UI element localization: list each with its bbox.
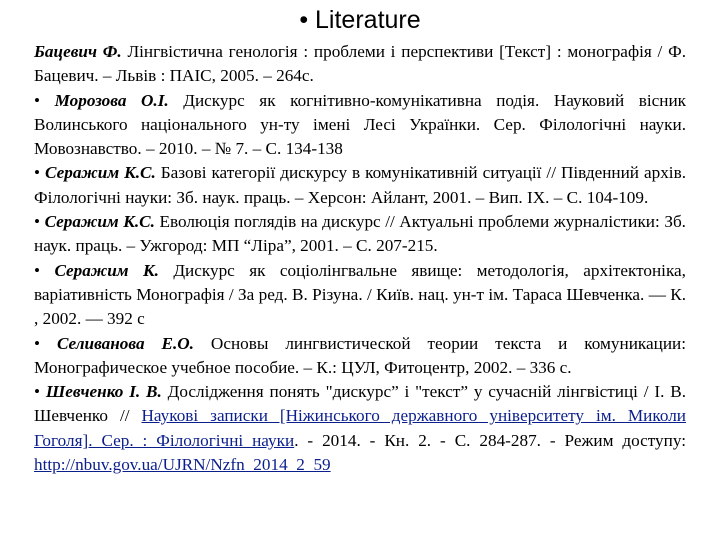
reference-item (34, 89, 686, 162)
reference-bullet: • (34, 90, 55, 110)
reference-bullet: • (34, 163, 46, 183)
reference-text: Лінгвістична генологія : проблеми і перспективи [Текст] : монографія / Ф. Бацевич. – Львів : ПАІС, 2005. – 264с. (34, 42, 686, 86)
reference-author: Бацевич Ф. (34, 42, 122, 61)
slide-title: • Literature (299, 6, 421, 34)
reference-list (34, 40, 686, 477)
reference-item (34, 332, 686, 381)
reference-text: Базові категорії дискурсу в комунікативній ситуації // Південний архів. Філологічні науки: Зб. наук. праць. – Херсон: Айлант, 2001. – Вип. IX. – С. 104-109. (34, 163, 686, 207)
reference-item (34, 380, 686, 477)
reference-item (34, 259, 686, 332)
reference-author: Селиванова Е.О. (56, 333, 194, 353)
reference-item (34, 210, 686, 259)
reference-author: Серажим К.С. (45, 163, 156, 183)
reference-bullet: • (34, 212, 45, 232)
reference-item (34, 161, 686, 210)
journal-link[interactable]: Наукові записки [Ніжинського державного університету ім. Миколи Гоголя]. Сер. : Філологічні науки (34, 406, 686, 450)
reference-text: Дискурс як когнітивно-комунікативна подія. Науковий вісник Волинського національного ун-ту імені Лесі Українки. Сер. Філологічні науки. Мовознавство. – 2010. – № 7. – С. 134-138 (34, 90, 686, 159)
reference-author: Морозова О.І. (54, 90, 169, 110)
reference-author: Шевченко І. В. (45, 382, 162, 402)
reference-item (34, 40, 686, 89)
reference-text: Основы лингвистической теории текста и комуникации: Монографическое учебное пособие. – К.: ЦУЛ, Фитоцентр, 2002. – 336 с. (34, 333, 686, 377)
reference-text: . - 2014. - Кн. 2. - С. 284-287. - Режим доступу: (294, 430, 686, 450)
reference-bullet: • (34, 333, 57, 353)
reference-bullet: • (34, 260, 55, 280)
access-url-link[interactable]: http://nbuv.gov.ua/UJRN/Nzfn_2014_2_59 (34, 455, 331, 475)
reference-text: Дослідження понять "дискурс” і "текст” у сучасній лінгвістиці / І. В. Шевченко // (34, 382, 687, 426)
reference-author: Серажим К. (54, 260, 159, 280)
reference-text: Дискурс як соціолінгвальне явище: методологія, архітектоніка, варіативність Монографія / За ред. В. Різуна. / Київ. нац. ун-т ім. Тараса Шевченка. — К. , 2002. — 392 с (34, 260, 686, 329)
reference-text: Еволюція поглядів на дискурс // Актуальні проблеми журналістики: Зб. наук. праць. – Ужгород: МП “Ліра”, 2001. – С. 207-215. (34, 212, 686, 256)
reference-bullet: • (34, 382, 46, 402)
reference-author: Серажим К.С. (44, 212, 155, 232)
